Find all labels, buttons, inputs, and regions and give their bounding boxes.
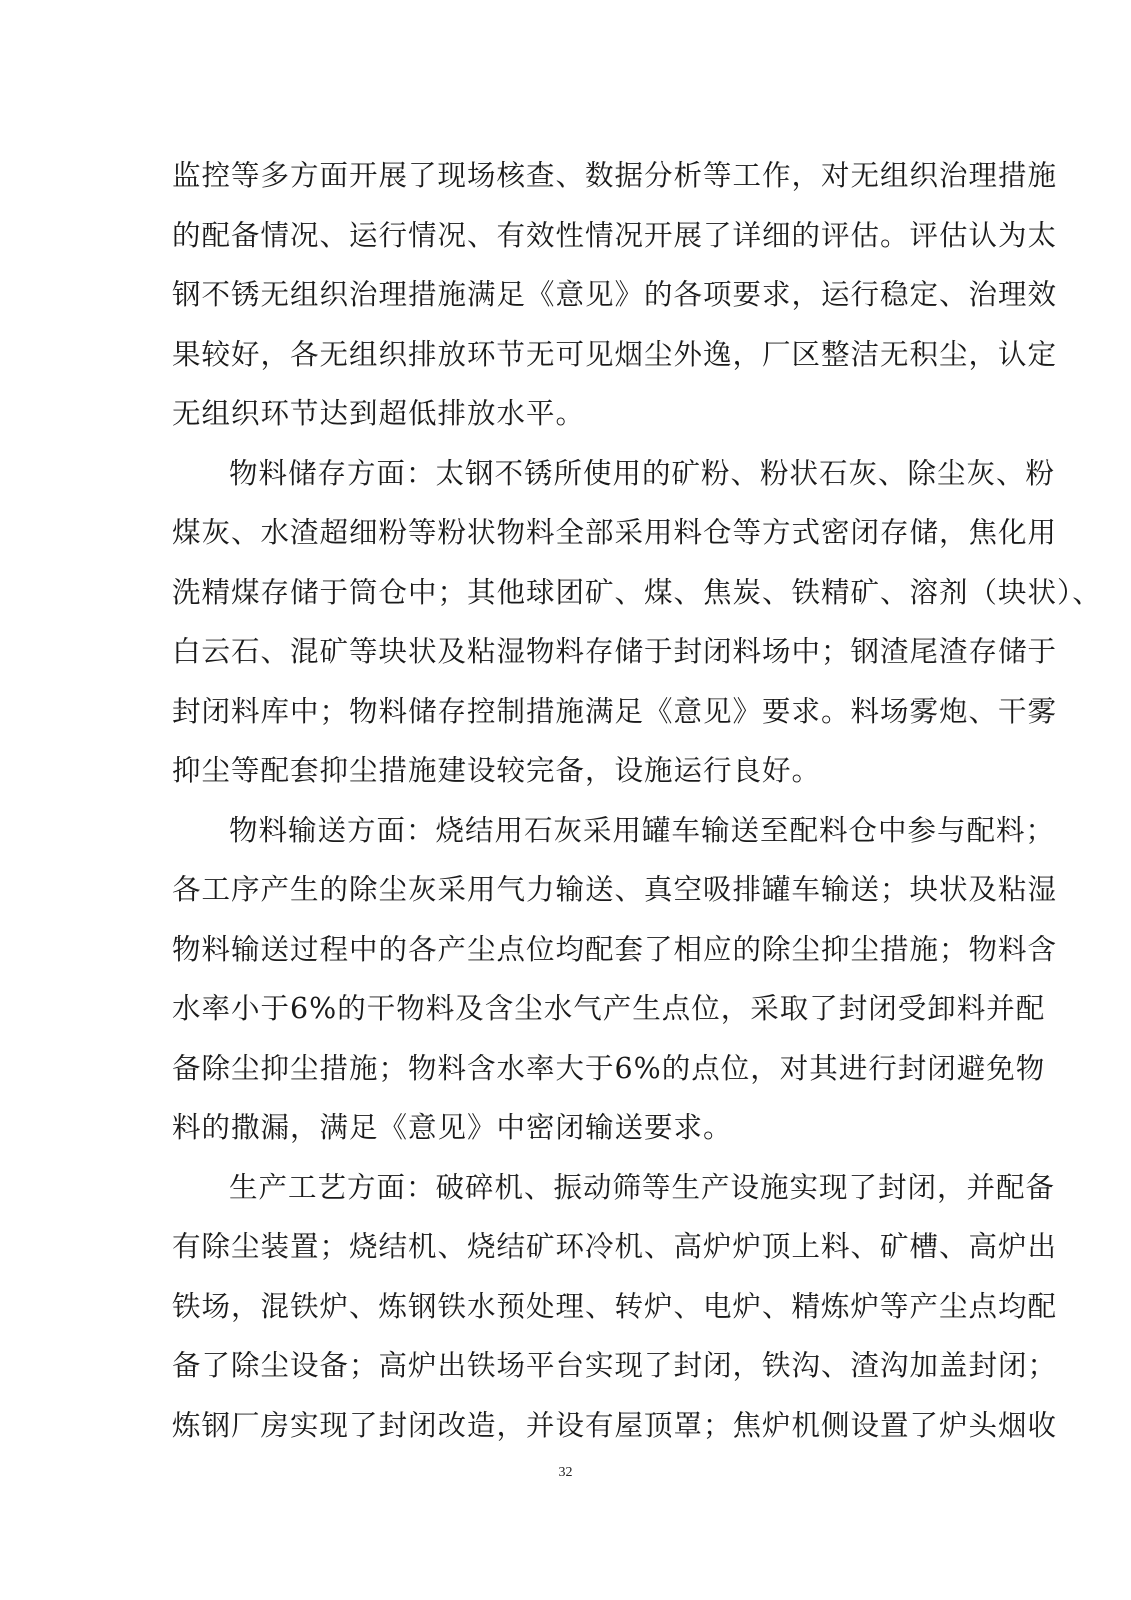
text-line: 果较好，各无组织排放环节无可见烟尘外逸，厂区整洁无积尘，认定 <box>172 337 1058 371</box>
text-line: 白云石、混矿等块状及粘湿物料存储于封闭料场中；钢渣尾渣存储于 <box>172 635 1058 668</box>
text-line: 抑尘等配套抑尘措施建设较完备，设施运行良好。 <box>172 754 822 787</box>
text-line: 炼钢厂房实现了封闭改造，并设有屋顶罩；焦炉机侧设置了炉头烟收 <box>172 1408 1058 1442</box>
text-line: 监控等多方面开展了现场核查、数据分析等工作，对无组织治理措施 <box>172 159 1058 192</box>
text-line: 封闭料库中；物料储存控制措施满足《意见》要求。料场雾炮、干雾 <box>172 694 1058 728</box>
paragraph-first-line: 物料输送方面：烧结用石灰采用罐车输送至配料仓中参与配料； <box>229 813 1056 847</box>
paragraph-first-line: 物料储存方面：太钢不锈所使用的矿粉、粉状石灰、除尘灰、粉 <box>229 456 1056 490</box>
text-line: 水率小于6%的干物料及含尘水气产生点位，采取了封闭受卸料并配 <box>172 992 1046 1025</box>
page-number: 32 <box>558 1465 573 1480</box>
body-text <box>172 146 1102 1455</box>
text-line: 有除尘装置；烧结机、烧结矿环冷机、高炉炉顶上料、矿槽、高炉出 <box>172 1230 1058 1263</box>
paragraph-first-line: 生产工艺方面：破碎机、振动筛等生产设施实现了封闭，并配备 <box>229 1170 1056 1204</box>
text-line: 无组织环节达到超低排放水平。 <box>172 397 586 430</box>
text-line: 煤灰、水渣超细粉等粉状物料全部采用料仓等方式密闭存储，焦化用 <box>172 516 1058 549</box>
text-line: 洗精煤存储于筒仓中；其他球团矿、煤、焦炭、铁精矿、溶剂（块状）、 <box>172 575 1102 609</box>
text-line: 钢不锈无组织治理措施满足《意见》的各项要求，运行稳定、治理效 <box>172 278 1058 311</box>
text-line: 铁场，混铁炉、炼钢铁水预处理、转炉、电炉、精炼炉等产尘点均配 <box>172 1289 1058 1323</box>
text-line: 料的撒漏，满足《意见》中密闭输送要求。 <box>172 1111 733 1144</box>
text-line: 各工序产生的除尘灰采用气力输送、真空吸排罐车输送；块状及粘湿 <box>172 873 1058 906</box>
text-line: 的配备情况、运行情况、有效性情况开展了详细的评估。评估认为太 <box>172 218 1058 252</box>
text-line: 备了除尘设备；高炉出铁场平台实现了封闭，铁沟、渣沟加盖封闭； <box>172 1349 1058 1382</box>
text-line: 备除尘抑尘措施；物料含水率大于6%的点位，对其进行封闭避免物 <box>172 1051 1046 1085</box>
text-line: 物料输送过程中的各产尘点位均配套了相应的除尘抑尘措施；物料含 <box>172 932 1058 966</box>
